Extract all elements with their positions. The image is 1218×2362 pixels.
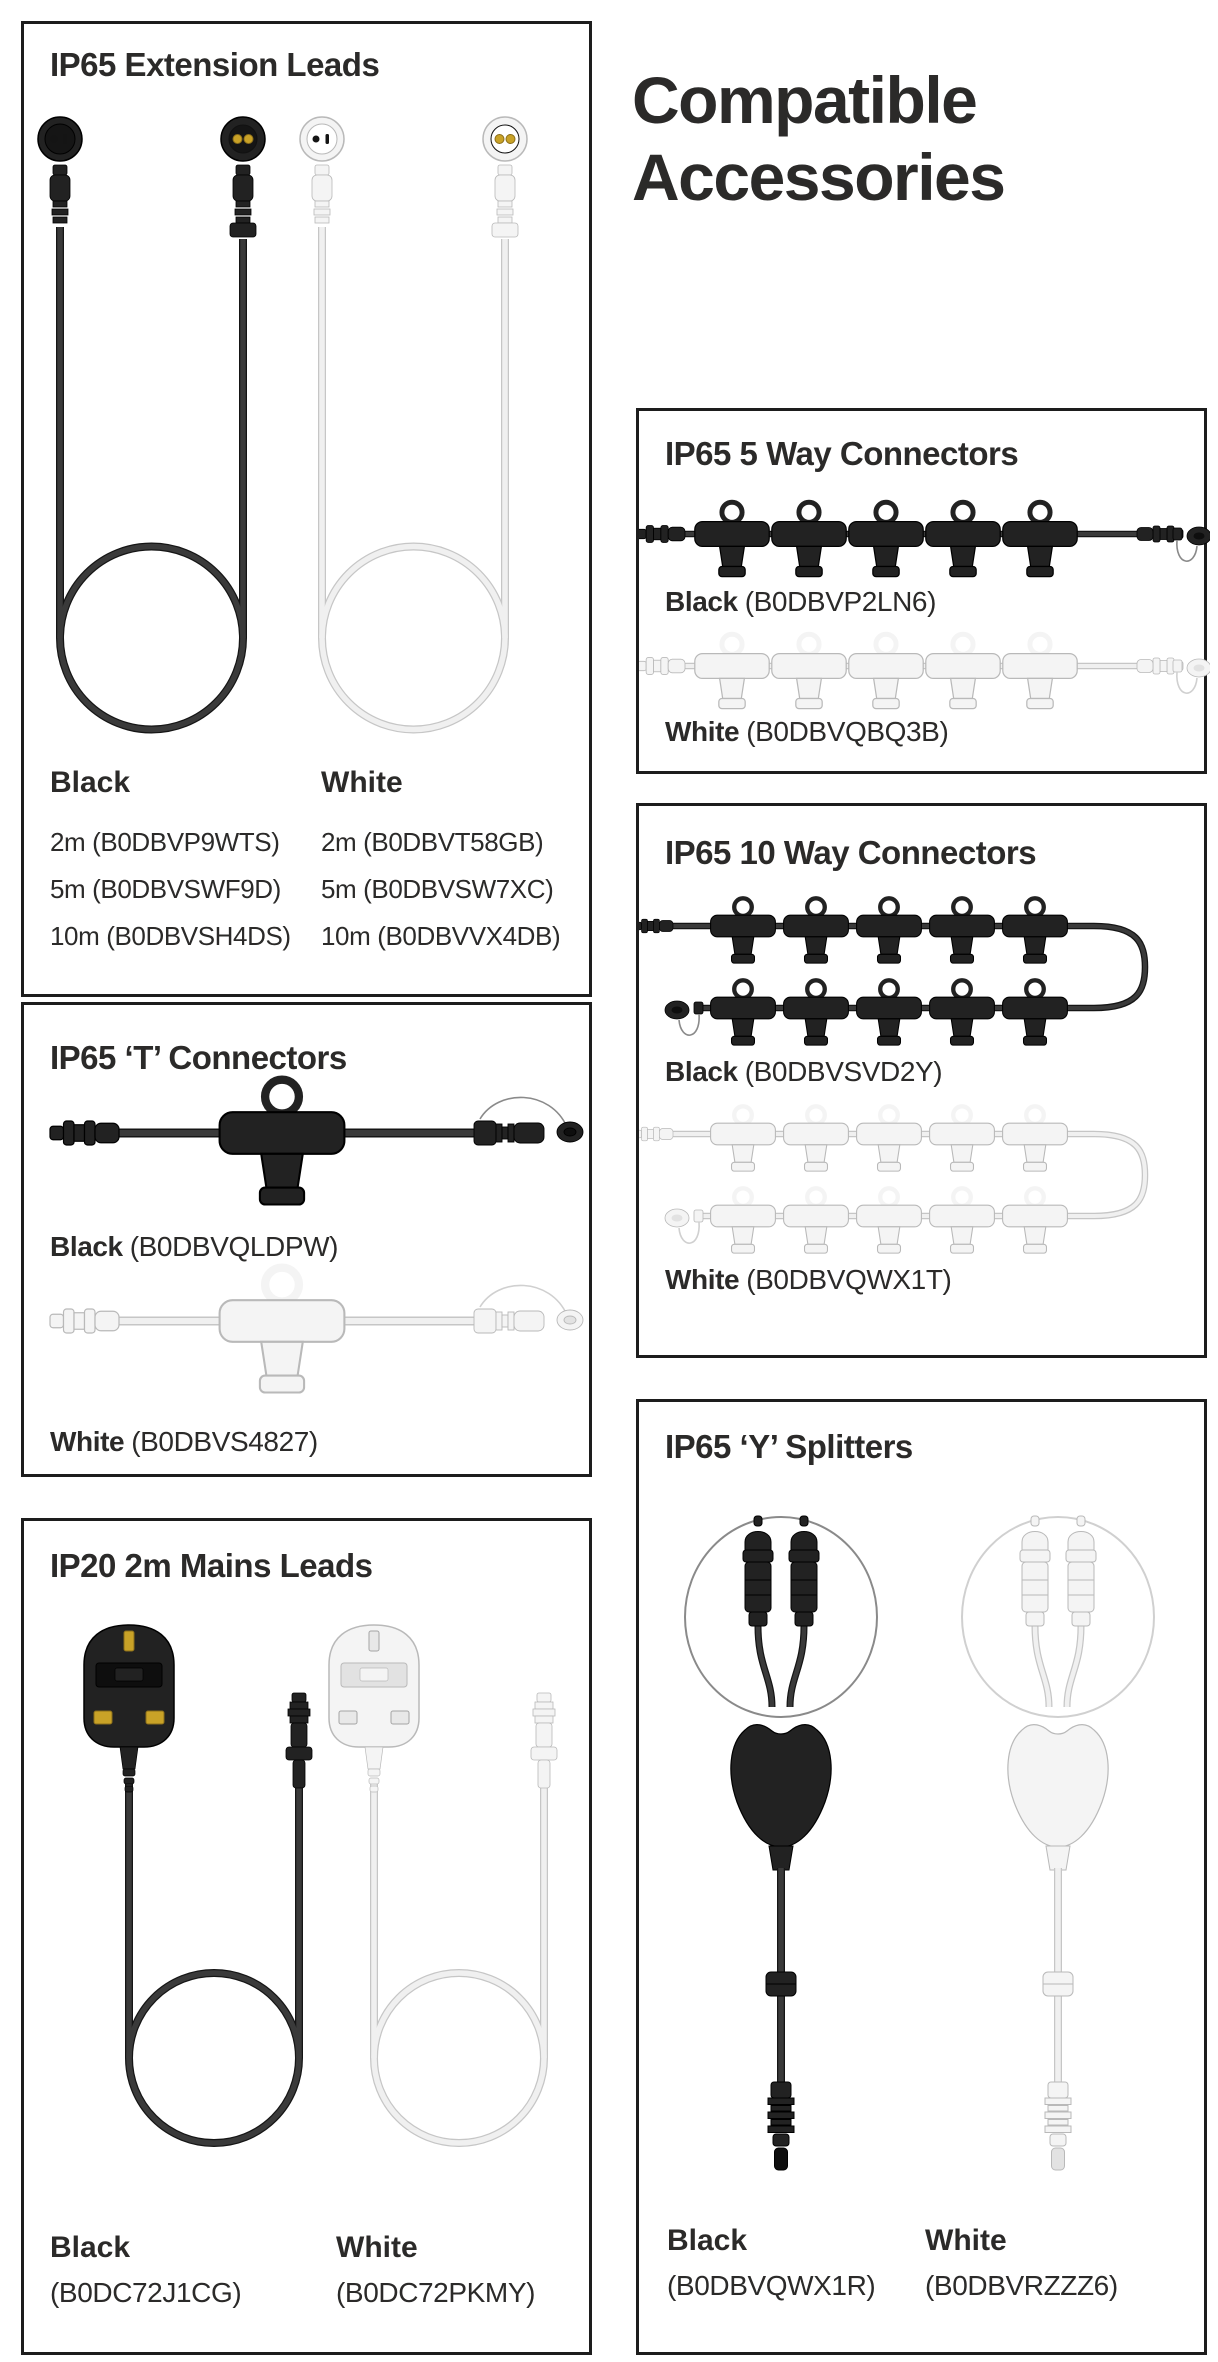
card-extension-leads: [21, 21, 592, 997]
page-title: [632, 62, 1004, 215]
five-way-white-illustration: [639, 626, 1210, 716]
card-mains-leads-title: IP20 2m Mains Leads: [50, 1547, 373, 1584]
t-connector-white-line: [50, 1426, 318, 1458]
y-splitter-white-code: (B0DBVRZZZ6): [925, 2270, 1118, 2301]
mains-white-code: (B0DC72PKMY): [336, 2277, 536, 2308]
ten-way-black-line: [665, 1056, 942, 1088]
card-t-connectors: [21, 1002, 592, 1477]
ten-way-white-line: [665, 1264, 951, 1296]
card-five-way-connectors: [636, 408, 1207, 774]
five-way-black-line: [665, 586, 936, 618]
extension-white-10m: 10m (B0DBVVX4DB): [321, 921, 561, 951]
mains-black-label: Black: [50, 2231, 131, 2264]
card-y-splitters: [636, 1399, 1207, 2355]
card-t-connectors-title: IP65 ‘T’ Connectors: [50, 1039, 347, 1076]
mains-leads-illustration: [24, 1603, 595, 2223]
five-way-black-code: (B0DBVP2LN6): [744, 586, 937, 617]
ten-way-white-illustration: [639, 1094, 1210, 1259]
ten-way-black-illustration: [639, 886, 1210, 1051]
card-ten-way-title: IP65 10 Way Connectors: [665, 834, 1037, 871]
extension-white-variants: [321, 819, 560, 960]
ten-way-white-label: White: [665, 1264, 740, 1295]
extension-black-10m: 10m (B0DBVSH4DS): [50, 921, 291, 951]
extension-black-2m: 2m (B0DBVP9WTS): [50, 827, 280, 857]
t-connector-black-illustration: [24, 1071, 595, 1211]
y-splitter-white-label: White: [925, 2224, 1007, 2257]
t-connector-white-label: White: [50, 1426, 125, 1457]
t-connector-black-code: (B0DBVQLDPW): [129, 1231, 339, 1262]
card-ten-way-connectors: [636, 803, 1207, 1358]
five-way-white-line: [665, 716, 948, 748]
mains-white-label: White: [336, 2231, 418, 2264]
card-mains-leads: [21, 1518, 592, 2355]
five-way-black-label: Black: [665, 586, 738, 617]
ten-way-white-code: (B0DBVQWX1T): [746, 1264, 952, 1295]
t-connector-black-label: Black: [50, 1231, 123, 1262]
extension-white-2m: 2m (B0DBVT58GB): [321, 827, 544, 857]
five-way-black-illustration: [639, 494, 1210, 584]
page-title-line2: Accessories: [632, 139, 1005, 214]
five-way-white-code: (B0DBVQBQ3B): [746, 716, 949, 747]
y-splitter-black-code: (B0DBVQWX1R): [667, 2270, 876, 2301]
page-title-line1: Compatible: [632, 63, 977, 137]
t-connector-white-code: (B0DBVS4827): [131, 1426, 318, 1457]
extension-leads-illustration: [24, 109, 595, 749]
mains-black-code: (B0DC72J1CG): [50, 2277, 242, 2308]
card-y-splitters-title: IP65 ‘Y’ Splitters: [665, 1428, 913, 1465]
ten-way-black-code: (B0DBVSVD2Y): [744, 1056, 943, 1087]
t-connector-white-illustration: [24, 1259, 595, 1399]
ten-way-black-label: Black: [665, 1056, 738, 1087]
extension-white-label: White: [321, 766, 403, 799]
extension-black-5m: 5m (B0DBVSWF9D): [50, 874, 281, 904]
extension-black-variants: [50, 819, 291, 960]
y-splitter-black-label: Black: [667, 2224, 748, 2257]
extension-black-label: Black: [50, 766, 131, 799]
card-five-way-title: IP65 5 Way Connectors: [665, 435, 1019, 472]
extension-white-5m: 5m (B0DBVSW7XC): [321, 874, 554, 904]
y-splitters-illustration: [639, 1482, 1210, 2217]
five-way-white-label: White: [665, 716, 740, 747]
card-extension-leads-title: IP65 Extension Leads: [50, 46, 380, 83]
